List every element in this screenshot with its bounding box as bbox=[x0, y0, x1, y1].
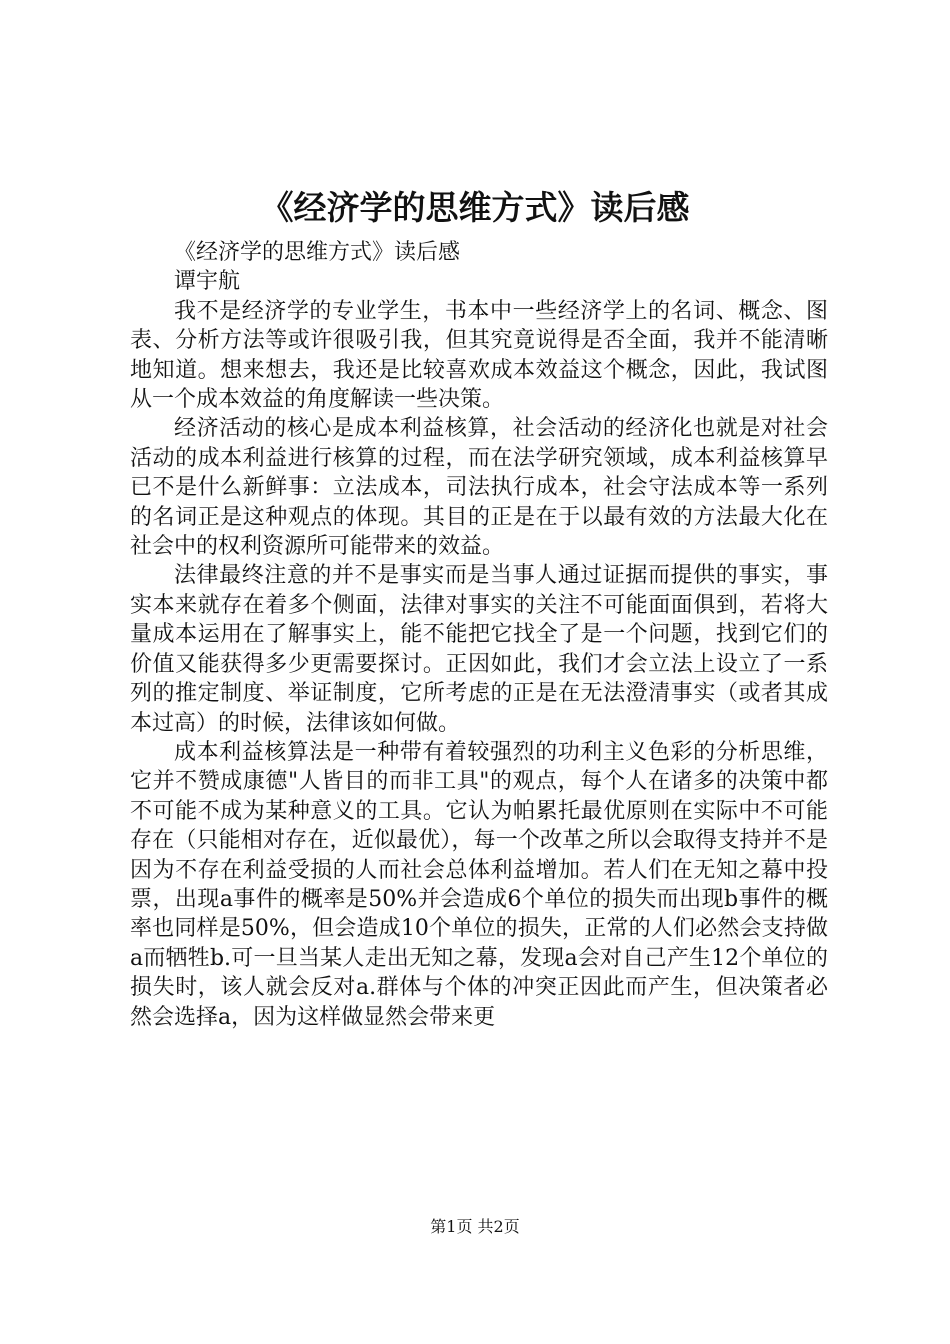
paragraph: 法律最终注意的并不是事实而是当事人通过证据而提供的事实，事实本来就存在着多个侧面，法律对事实的关注不可能面面俱到，若将大量成本运用在了解事实上，能不能把它找全了是一个问题，找到它们的价值又能获得多少更需要探讨。正因如此，我们才会立法上设立了一系列的推定制度、举证制度，它所考虑的正是在无法澄清事实（或者其成本过高）的时候，法律该如何做。 bbox=[130, 563, 828, 736]
document-title: 《经济学的思维方式》读后感 bbox=[260, 188, 690, 227]
paragraph: 经济活动的核心是成本利益核算，社会活动的经济化也就是对社会活动的成本利益进行核算的过程，而在法学研究领域，成本利益核算早已不是什么新鲜事：立法成本，司法执行成本，社会守法成本等一系列的名词正是这种观点的体现。其目的正是在于以最有效的方法最大化在社会中的权利资源所可能带来的效益。 bbox=[130, 416, 828, 560]
paragraph: 我不是经济学的专业学生，书本中一些经济学上的名词、概念、图表、分析方法等或许很吸引我，但其究竟说得是否全面，我并不能清晰地知道。想来想去，我还是比较喜欢成本效益这个概念，因此，我试图从一个成本效益的角度解读一些决策。 bbox=[130, 298, 828, 413]
page-footer: 第1页 共2页 bbox=[430, 1217, 520, 1236]
document-body bbox=[130, 238, 828, 1032]
document-subtitle: 《经济学的思维方式》读后感 bbox=[174, 240, 461, 265]
paragraph: 成本利益核算法是一种带有着较强烈的功利主义色彩的分析思维，它并不赞成康德"人皆目的而非工具"的观点，每个人在诸多的决策中都不可能不成为某种意义的工具。它认为帕累托最优原则在实际中不可能存在（只能相对存在，近似最优），每一个改革之所以会取得支持并不是因为不存在利益受损的人而社会总体利益增加。若人们在无知之幕中投票，出现a事件的概率是50%并会造成6个单位的损失而出现b事件的概率也同样是50%，但会造成10个单位的损失，正常的人们必然会支持做a而牺牲b.可一旦当某人走出无知之幕，发现a会对自己产生12个单位的损失时，该人就会反对a.群体与个体的冲突正因此而产生，但决策者必然会选择a，因为这样做显然会带来更 bbox=[130, 739, 828, 1030]
document-author: 谭宇航 bbox=[174, 269, 241, 295]
